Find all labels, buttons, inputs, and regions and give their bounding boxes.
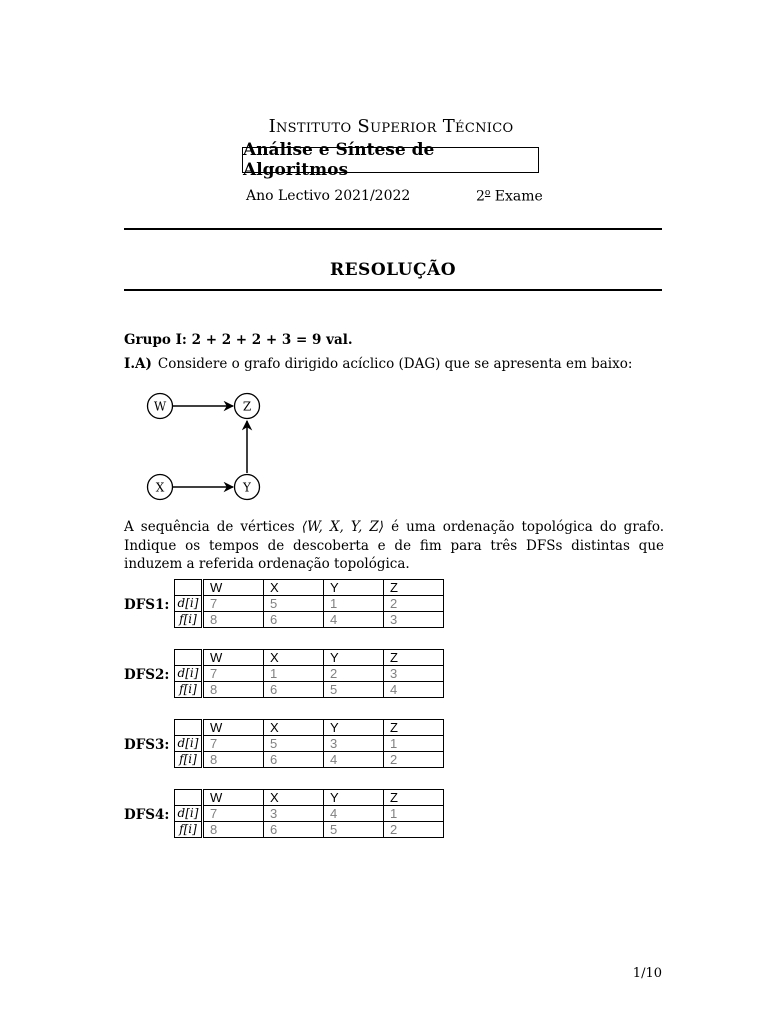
course-title: Análise e Síntese de Algoritmos [243, 140, 435, 180]
node-y-label: Y [243, 480, 251, 495]
dfs-cell: 8 [203, 822, 264, 838]
dfs-cell: 8 [203, 612, 264, 628]
dfs-table [174, 789, 444, 838]
dfs-row-label: d[i] [175, 806, 203, 822]
node-z-label: Z [242, 399, 252, 414]
dfs-cell: 7 [203, 666, 264, 682]
dfs-cell: 6 [264, 612, 324, 628]
dfs-row-d [175, 736, 444, 752]
dfs-cell: 3 [264, 806, 324, 822]
exam-ordinal: o [484, 188, 491, 198]
para-after: é uma ordenação topológica do grafo. Indique os tempos de descoberta e de fim para três DFSs distintas que induzem a referida ordenação topológica. [124, 519, 664, 572]
dfs-cell: 3 [384, 612, 444, 628]
dfs-row-f [175, 682, 444, 698]
dfs-row-label: f[i] [175, 822, 203, 838]
institute-name: Instituto Superior Técnico [268, 116, 514, 137]
dfs-cell: 8 [203, 682, 264, 698]
dfs-label: DFS2: [124, 667, 170, 683]
dfs-row-label: f[i] [175, 612, 203, 628]
dfs-cell: 7 [203, 736, 264, 752]
dfs-cell: 7 [203, 806, 264, 822]
exam-label [476, 188, 543, 205]
dfs-corner-cell [175, 580, 203, 596]
page-number: 1/10 [632, 966, 662, 981]
dfs-row-label: d[i] [175, 666, 203, 682]
dfs-cell: 4 [324, 752, 384, 768]
dfs-cell: 5 [324, 682, 384, 698]
dfs-cell: 1 [384, 806, 444, 822]
dfs-table [174, 579, 444, 628]
dfs-column-header: W [203, 580, 264, 596]
dfs-row-d [175, 666, 444, 682]
dfs-cell: 4 [324, 612, 384, 628]
dfs-cell: 2 [384, 596, 444, 612]
dfs-row-d [175, 596, 444, 612]
dfs-row-label: f[i] [175, 682, 203, 698]
dfs-column-header: X [264, 580, 324, 596]
course-title-box [242, 140, 539, 180]
dfs-corner-cell [175, 720, 203, 736]
dfs-column-header: W [203, 650, 264, 666]
question-paragraph [124, 518, 664, 574]
dfs-column-header: Y [324, 790, 384, 806]
dfs-row-f [175, 612, 444, 628]
dfs-corner-cell [175, 650, 203, 666]
dfs-cell: 5 [264, 596, 324, 612]
dfs-column-header: W [203, 790, 264, 806]
dfs-cell: 4 [324, 806, 384, 822]
dfs-cell: 3 [324, 736, 384, 752]
question-line [124, 356, 632, 372]
dfs-row-f [175, 752, 444, 768]
dfs-cell: 2 [384, 822, 444, 838]
dfs-cell: 1 [324, 596, 384, 612]
node-w-label: W [153, 399, 167, 414]
dfs-row-label: d[i] [175, 596, 203, 612]
dfs-column-header: X [264, 790, 324, 806]
dfs-cell: 6 [264, 682, 324, 698]
dfs-row-label: d[i] [175, 736, 203, 752]
dfs-header-row [175, 580, 444, 596]
dfs-label: DFS1: [124, 597, 170, 613]
dfs-column-header: W [203, 720, 264, 736]
question-label: I.A) [124, 356, 152, 372]
dfs-cell: 1 [264, 666, 324, 682]
top-rule [124, 228, 662, 230]
dfs-column-header: Y [324, 720, 384, 736]
dfs-label: DFS4: [124, 807, 170, 823]
dfs-cell: 4 [384, 682, 444, 698]
dfs-cell: 6 [264, 822, 324, 838]
dfs-cell: 1 [384, 736, 444, 752]
exam-word: Exame [494, 188, 543, 205]
exam-number: 2 [476, 188, 485, 205]
dfs-column-header: Y [324, 580, 384, 596]
dfs-row-d [175, 806, 444, 822]
dfs-cell: 5 [324, 822, 384, 838]
dfs-header-row [175, 720, 444, 736]
dfs-cell: 5 [264, 736, 324, 752]
dfs-cell: 3 [384, 666, 444, 682]
dfs-corner-cell [175, 790, 203, 806]
dfs-column-header: X [264, 720, 324, 736]
node-x-label: X [155, 480, 165, 495]
dfs-cell: 2 [324, 666, 384, 682]
dfs-header-row [175, 650, 444, 666]
para-before: A sequência de vértices [124, 519, 302, 535]
dfs-table [174, 649, 444, 698]
dfs-column-header: Z [384, 720, 444, 736]
dfs-header-row [175, 790, 444, 806]
dfs-cell: 7 [203, 596, 264, 612]
bottom-rule [124, 289, 662, 291]
dfs-column-header: Y [324, 650, 384, 666]
dfs-column-header: X [264, 650, 324, 666]
question-text: Considere o grafo dirigido acíclico (DAG) que se apresenta em baixo: [157, 356, 633, 372]
dfs-cell: 2 [384, 752, 444, 768]
dfs-column-header: Z [384, 650, 444, 666]
page-title: RESOLUÇÃO [329, 260, 457, 280]
dfs-row-f [175, 822, 444, 838]
dag-graph [130, 384, 280, 506]
dfs-cell: 8 [203, 752, 264, 768]
group-heading: Grupo I: 2 + 2 + 2 + 3 = 9 val. [124, 332, 353, 348]
vertex-sequence: ⟨W, X, Y, Z⟩ [301, 519, 385, 535]
dfs-table [174, 719, 444, 768]
dfs-label: DFS3: [124, 737, 170, 753]
academic-year: Ano Lectivo 2021/2022 [246, 188, 411, 204]
dfs-cell: 6 [264, 752, 324, 768]
dfs-row-label: f[i] [175, 752, 203, 768]
dfs-column-header: Z [384, 790, 444, 806]
dfs-column-header: Z [384, 580, 444, 596]
